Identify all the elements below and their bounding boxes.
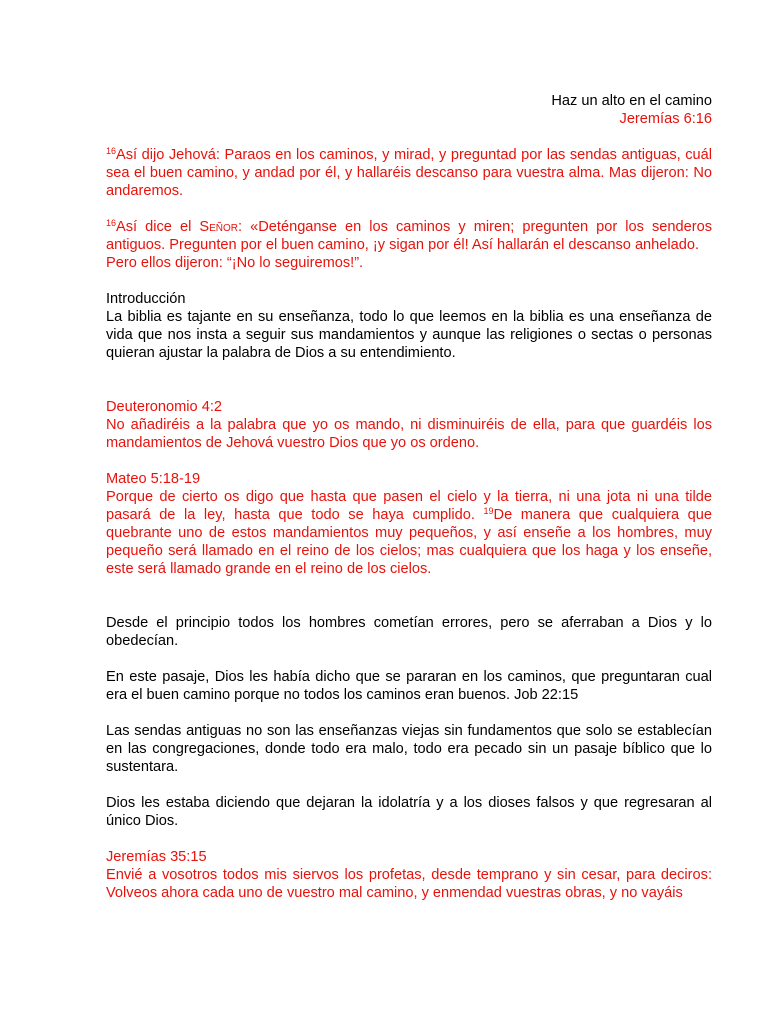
body-paragraph-4: Dios les estaba diciendo que dejaran la idolatría y a los dioses falsos y que regresaran al único Dios. xyxy=(106,795,712,829)
spacer xyxy=(106,128,712,146)
title-reference: Jeremías 6:16 xyxy=(619,111,712,127)
intro-text: La biblia es tajante en su enseñanza, todo lo que leemos en la biblia es una enseñanza de vida que nos insta a seguir sus mandamientos y aunque las religiones o sectas o personas quieran ajustar la palabra de Dios a su entendimiento. xyxy=(106,309,712,361)
verse-text-a: Así dice el xyxy=(116,219,200,235)
spacer xyxy=(106,452,712,470)
intro-heading: Introducción xyxy=(106,291,186,307)
verse-number: 19 xyxy=(483,506,494,516)
spacer xyxy=(106,272,712,290)
mateo-text xyxy=(106,488,712,578)
verse-number: 16 xyxy=(106,146,117,156)
mateo-reference: Mateo 5:18-19 xyxy=(106,471,201,487)
spacer xyxy=(106,578,712,614)
body-paragraph-2: En este pasaje, Dios les había dicho que se pararan en los caminos, que preguntaran cual era el buen camino porque no todos los caminos eran buenos. Job 22:15 xyxy=(106,669,712,703)
body-paragraph-1: Desde el principio todos los hombres cometían errores, pero se aferraban a Dios y lo obedecían. xyxy=(106,615,712,649)
body-paragraph-3: Las sendas antiguas no son las enseñanzas viejas sin fundamentos que solo se establecían en las congregaciones, donde todo era malo, todo era pecado sin un pasaje bíblico que lo sustentara. xyxy=(106,723,712,775)
spacer xyxy=(106,362,712,398)
spacer xyxy=(106,830,712,848)
verse-nvi xyxy=(106,218,712,254)
document-title: Haz un alto en el camino xyxy=(551,93,712,109)
spacer xyxy=(106,650,712,668)
spacer xyxy=(106,776,712,794)
mateo-text-a: Porque de cierto os digo que hasta que pasen el cielo y la tierra, ni una jota ni una tilde pasará de la ley, hasta que todo se haya cumplido. xyxy=(106,489,712,523)
verse-reina-valera xyxy=(106,146,712,200)
deut-reference: Deuteronomio 4:2 xyxy=(106,399,223,415)
verse-text: Así dijo Jehová: Paraos en los caminos, y mirad, y preguntad por las sendas antiguas, cuál sea el buen camino, y andad por él, y hallaréis descanso para vuestra alma. Mas dijeron: No andaremos. xyxy=(106,147,712,199)
jer35-text: Envié a vosotros todos mis siervos los profetas, desde temprano y sin cesar, para deciros: Volveos ahora cada uno de vuestro mal camino, y enmendad vuestras obras, y no vayáis xyxy=(106,867,712,901)
mateo-text-b: De manera que cualquiera que quebrante uno de estos mandamientos muy pequeños, y así enseñe a los hombres, muy pequeño será llamado en el reino de los cielos; mas cualquiera que los haga y los enseñe, este será llamado grande en el reino de los cielos. xyxy=(106,507,712,577)
spacer xyxy=(106,704,712,722)
verse-nvi-line2: Pero ellos dijeron: “¡No lo seguiremos!”. xyxy=(106,255,364,271)
deut-text: No añadiréis a la palabra que yo os mando, ni disminuiréis de ella, para que guardéis los mandamientos de Jehová vuestro Dios que yo os ordeno. xyxy=(106,417,712,451)
jer35-reference: Jeremías 35:15 xyxy=(106,849,207,865)
verse-text-b: : «Deténganse en los caminos y miren; pregunten por los senderos antiguos. Pregunten por el buen camino, ¡y sigan por él! Así hallarán el descanso anhelado. xyxy=(106,219,712,253)
lord-smallcaps: Señor xyxy=(199,219,239,235)
verse-number: 16 xyxy=(106,218,117,228)
spacer xyxy=(106,200,712,218)
document-page xyxy=(106,92,712,902)
